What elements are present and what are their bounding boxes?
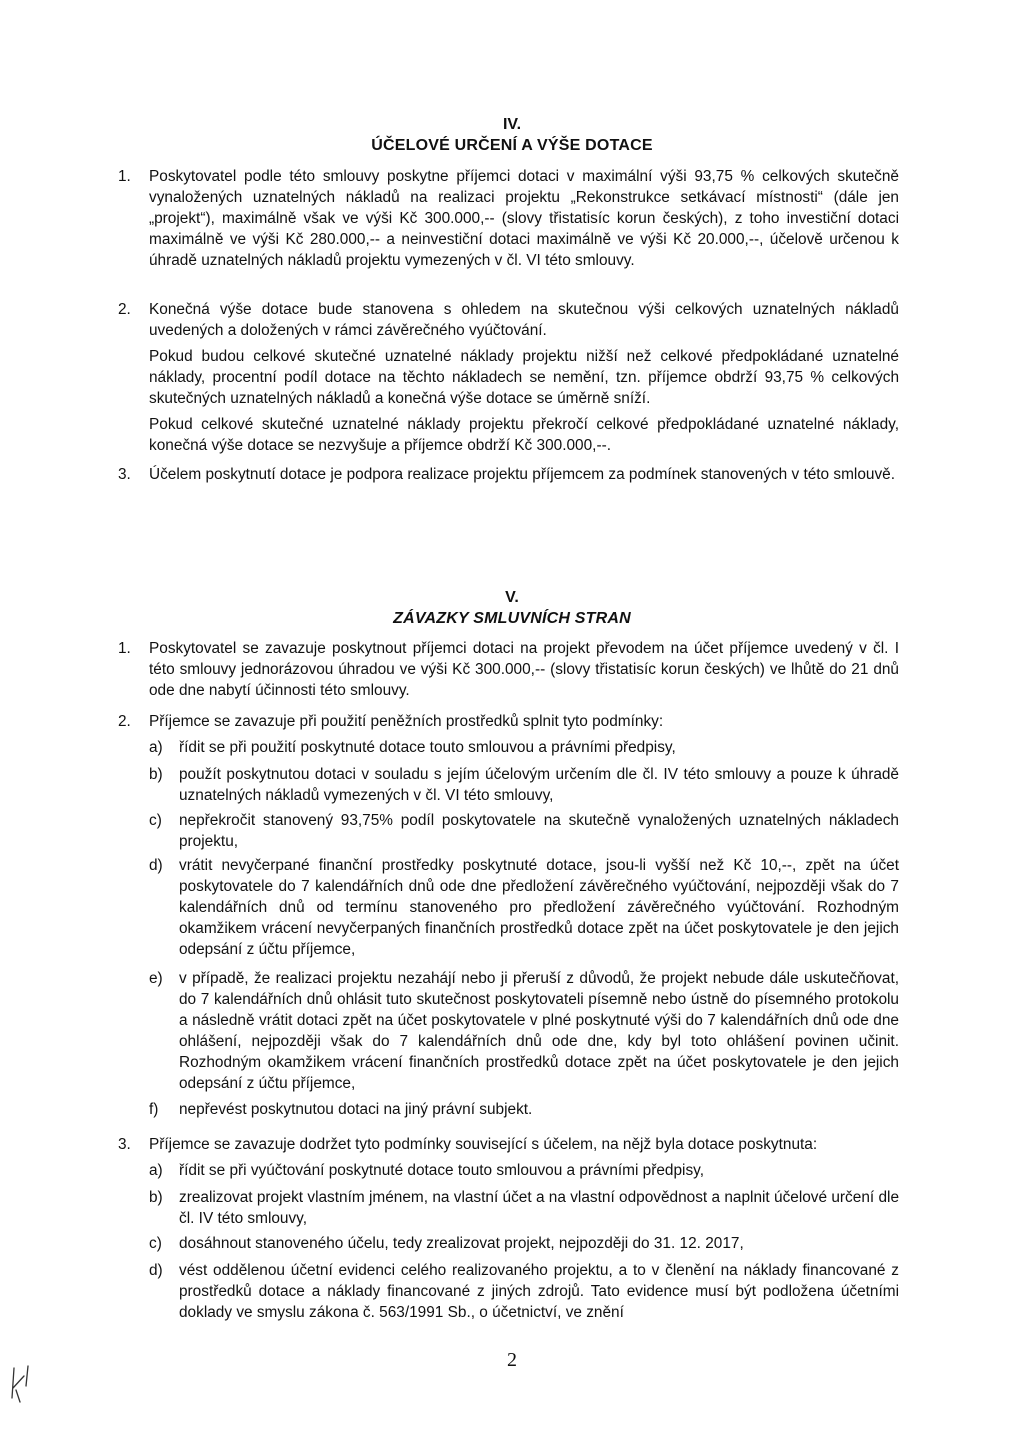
section-iv-paragraph-2c: Pokud celkové skutečné uznatelné náklady projektu překročí celkové předpokládané uznatelné náklady, konečná výše dotace se nezvyšuje a příjemce obdrží Kč 300.000,--.	[149, 416, 899, 454]
list-item-text: nepřevést poskytnutou dotaci na jiný právní subjekt.	[179, 1101, 533, 1118]
page-number: 2	[507, 1349, 517, 1371]
list-item-text: vést oddělenou účetní evidenci celého realizovaného projektu, a to v členění na náklady financované z prostředků dotace a náklady financované z jiných zdrojů. Tato evidence musí být podložena účetními doklady ve smyslu zákona č. 563/1991 Sb., o účetnictví, ve znění	[179, 1262, 899, 1321]
section-iv-heading	[0, 115, 1024, 156]
paragraph-number: 2.	[118, 713, 131, 730]
handwritten-initials	[6, 1362, 40, 1406]
section-title: ZÁVAZKY SMLUVNÍCH STRAN	[393, 610, 631, 627]
list-item-text: řídit se při vyúčtování poskytnuté dotace touto smlouvou a právními předpisy,	[179, 1162, 704, 1179]
list-item-marker: c)	[149, 1235, 162, 1252]
paragraph-text: Konečná výše dotace bude stanovena s ohledem na skutečnou výši celkových uznatelných nákladů uvedených a doložených v rámci závěrečného vyúčtování.	[149, 301, 899, 339]
section-number: V.	[505, 589, 519, 606]
paragraph-text: Příjemce se zavazuje dodržet tyto podmínky související s účelem, na nějž byla dotace poskytnuta:	[149, 1136, 818, 1153]
list-item-marker: b)	[149, 766, 163, 783]
list-item-marker: d)	[149, 1262, 163, 1279]
list-item-marker: f)	[149, 1101, 159, 1118]
paragraph-text: Účelem poskytnutí dotace je podpora realizace projektu příjemcem za podmínek stanovených v této smlouvě.	[149, 466, 895, 483]
list-item-text: použít poskytnutou dotaci v souladu s jejím účelovým určením dle čl. IV této smlouvy a pouze k úhradě uznatelných nákladů vymezených v čl. VI této smlouvy,	[179, 766, 899, 804]
list-item-text: v případě, že realizaci projektu nezahájí nebo ji přeruší z důvodů, že projekt nebude dále uskutečňovat, do 7 kalendářních dnů ohlásit tuto skutečnost poskytovateli písemně nebo ústně do písemného protokolu a následně vrátit dotaci zpět na účet poskytovatele v plné poskytnuté výši do 7 kalendářních dnů ode dne ohlášení, nejpozději však do 7 kalendářních dnů ode dne, kdy byl toto ohlášení povinen učinit. Rozhodným okamžikem vrácení finančních prostředků dotace zpět na účet poskytovatele je den jejich odepsání z účtu příjemce,	[179, 970, 899, 1092]
paragraph-text: Příjemce se zavazuje při použití peněžních prostředků splnit tyto podmínky:	[149, 713, 664, 730]
paragraph-number: 3.	[118, 466, 131, 483]
list-item-marker: d)	[149, 857, 163, 874]
list-item-marker: b)	[149, 1189, 163, 1206]
paragraph-number: 3.	[118, 1136, 131, 1153]
paragraph-number: 2.	[118, 301, 131, 318]
list-item-text: vrátit nevyčerpané finanční prostředky poskytnuté dotace, jsou-li vyšší než Kč 10,--, zpět na účet poskytovatele do 7 kalendářních dnů ode dne předložení závěrečného vyúčtování, nejpozději však do 7 kalendářních dnů od termínu stanoveného pro předložení závěrečného vyúčtování. Rozhodným okamžikem vrácení nevyčerpaných finančních prostředků dotace zpět na účet poskytovatele je den jejich odepsání z účtu příjemce,	[179, 857, 899, 958]
paragraph-text: Poskytovatel podle této smlouvy poskytne příjemci dotaci v maximální výši 93,75 % celkových skutečně vynaložených uznatelných nákladů na realizaci projektu „Rekonstrukce setkávací místnosti“ (dále jen „projekt“), maximálně však ve výši Kč 300.000,-- (slovy třistatisíc korun českých), z toho investiční dotaci maximálně ve výši Kč 280.000,-- a neinvestiční dotaci maximálně ve výši Kč 20.000,--, účelově určenou k úhradě uznatelných nákladů projektu vymezených v čl. VI této smlouvy.	[149, 168, 899, 269]
list-item-marker: a)	[149, 739, 163, 756]
list-item-marker: a)	[149, 1162, 163, 1179]
paragraph-number: 1.	[118, 640, 131, 657]
list-item-text: nepřekročit stanovený 93,75% podíl poskytovatele na skutečně vynaložených uznatelných nákladech projektu,	[179, 812, 899, 850]
list-item-text: řídit se při použití poskytnuté dotace touto smlouvou a právními předpisy,	[179, 739, 676, 756]
section-v-heading	[0, 588, 1024, 629]
paragraph-number: 1.	[118, 168, 131, 185]
section-title: ÚČELOVÉ URČENÍ A VÝŠE DOTACE	[371, 137, 653, 154]
list-item-text: zrealizovat projekt vlastním jménem, na vlastní účet a na vlastní odpovědnost a naplnit účelové určení dle čl. IV této smlouvy,	[179, 1189, 899, 1227]
section-iv-paragraph-2b: Pokud budou celkové skutečné uznatelné náklady projektu nižší než celkové předpokládané uznatelné náklady, procentní podíl dotace na těchto nákladech se nemění, tzn. příjemce obdrží 93,75 % celkových skutečných uznatelných nákladů a konečná výše dotace se úměrně sníží.	[149, 348, 899, 407]
list-item-text: dosáhnout stanoveného účelu, tedy zrealizovat projekt, nejpozději do 31. 12. 2017,	[179, 1235, 744, 1252]
section-number: IV.	[502, 116, 522, 133]
paragraph-text: Poskytovatel se zavazuje poskytnout příjemci dotaci na projekt převodem na účet příjemce uvedený v čl. I této smlouvy jednorázovou úhradou ve výši Kč 300.000,-- (slovy třistatisíc korun českých) ve lhůtě do 21 dnů ode dne nabytí účinnosti této smlouvy.	[149, 640, 899, 699]
list-item-marker: e)	[149, 970, 163, 987]
list-item-marker: c)	[149, 812, 162, 829]
